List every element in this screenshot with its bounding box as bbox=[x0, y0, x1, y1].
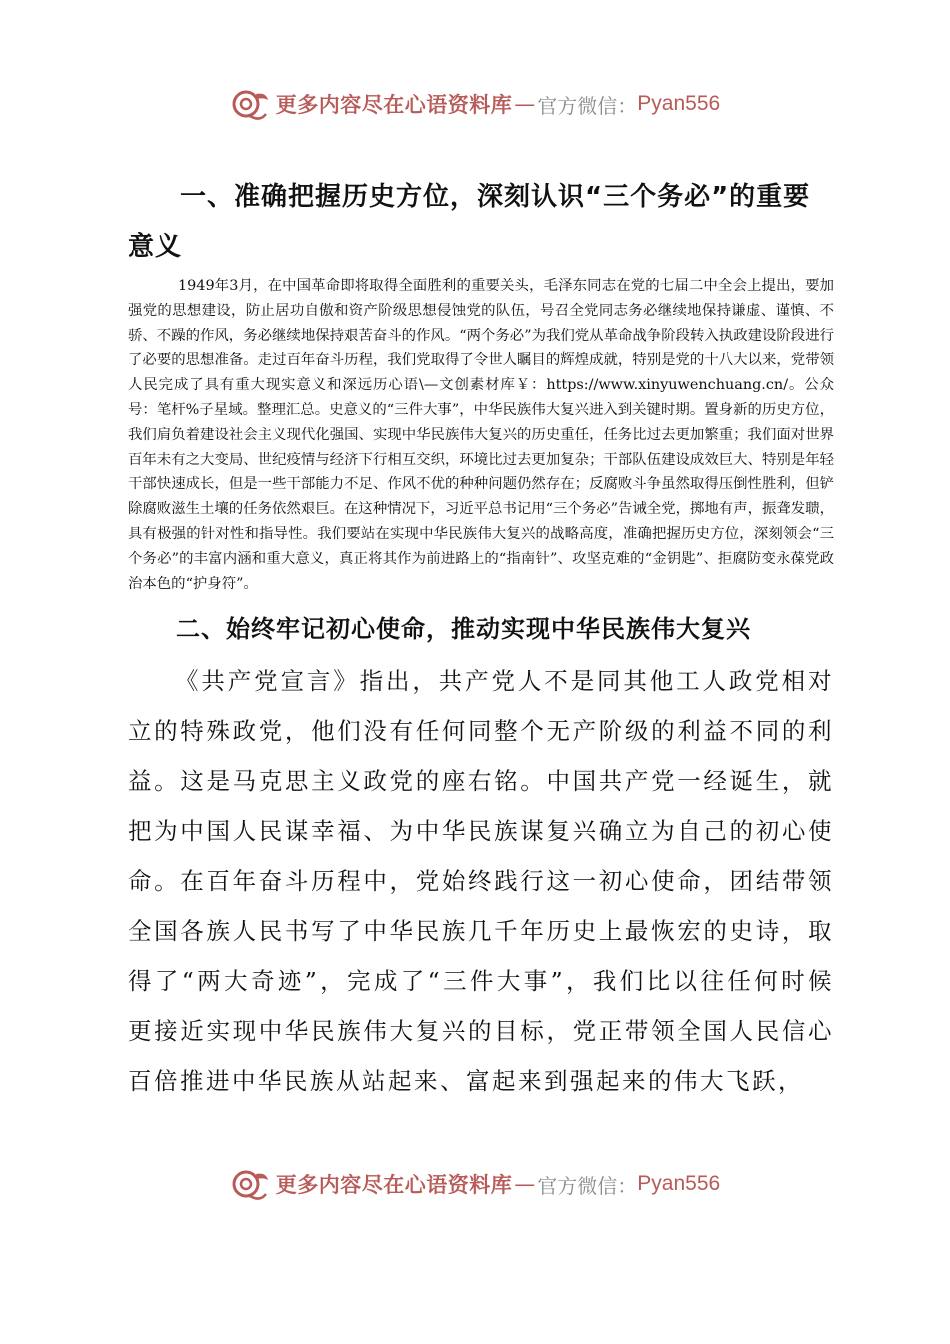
section1-heading: 一、准确把握历史方位，深刻认识“三个务必”的重要意义 bbox=[128, 182, 811, 262]
header-banner bbox=[0, 82, 950, 126]
banner-label: 官方微信： bbox=[537, 1173, 638, 1198]
swirl-logo-icon bbox=[230, 84, 270, 124]
swirl-logo-icon bbox=[230, 1164, 270, 1204]
section2-paragraph: 《共产党宣言》指出，共产党人不是同其他工人政党相对立的特殊政党，他们没有任何同整个无产阶级的利益不同的利益。这是马克思主义政党的座右铭。中国共产党一经诞生，就把为中国人民谋幸福、为中华民族谋复兴确立为自己的初心使命。在百年奋斗历程中，党始终践行这一初心使命，团结带领全国各族人民书写了中华民族几千年历史上最恢宏的史诗，取得了“两大奇迹”，完成了“三件大事”，我们比以往任何时候更接近实现中华民族伟大复兴的目标，党正带领全国人民信心百倍推进中华民族从站起来、富起来到强起来的伟大飞跃， bbox=[128, 667, 834, 1096]
banner-label: 官方微信： bbox=[537, 93, 638, 118]
document-body bbox=[128, 172, 834, 1106]
banner-main-text: 更多内容尽在心语资料库 bbox=[275, 1173, 513, 1197]
banner-separator: — bbox=[514, 1172, 536, 1196]
banner-main-text: 更多内容尽在心语资料库 bbox=[275, 93, 513, 117]
banner-separator: — bbox=[514, 92, 536, 116]
section2-heading: 二、始终牢记初心使命，推动实现中华民族伟大复兴 bbox=[176, 615, 751, 644]
footer-banner bbox=[0, 1162, 950, 1206]
banner-wechat-id: Pyan556 bbox=[637, 92, 721, 115]
banner-wechat-id: Pyan556 bbox=[637, 1172, 721, 1195]
section1-paragraph: 1949年3月，在中国革命即将取得全面胜利的重要关头，毛泽东同志在党的七届二中全会上提出，要加强党的思想建设，防止居功自傲和资产阶级思想侵蚀党的队伍，号召全党同志务必继续地保持谦虚、谨慎、不骄、不躁的作风，务必继续地保持艰苦奋斗的作风。“两个务必”为我们党从革命战争阶段转入执政建设阶段进行了必要的思想准备。走过百年奋斗历程，我们党取得了令世人瞩目的辉煌成就，特别是党的十八大以来，党带领人民完成了具有重大现实意义和深远历心语\—文创素材库￥：https://www.xinyuwenchuang.cn/。公众号：笔杆%子星域。整理汇总。史意义的“三件大事”，中华民族伟大复兴进入到关键时期。置身新的历史方位，我们肩负着建设社会主义现代化强国、实现中华民族伟大复兴的历史重任，任务比过去更加繁重；我们面对世界百年未有之大变局、世纪疫情与经济下行相互交织，环境比过去更加复杂；干部队伍建设成效巨大、特别是年轻干部快速成长，但是一些干部能力不足、作风不优的种种问题仍然存在；反腐败斗争虽然取得压倒性胜利，但铲除腐败滋生土壤的任务依然艰巨。在这种情况下，习近平总书记用“三个务必”告诫全党，掷地有声，振聋发聩，具有极强的针对性和指导性。我们要站在实现中华民族伟大复兴的战略高度，准确把握历史方位，深刻领会“三个务必”的丰富内涵和重大意义，真正将其作为前进路上的“指南针”、攻坚克难的“金钥匙”、拒腐防变永葆党政治本色的“护身符”。 bbox=[128, 278, 834, 592]
